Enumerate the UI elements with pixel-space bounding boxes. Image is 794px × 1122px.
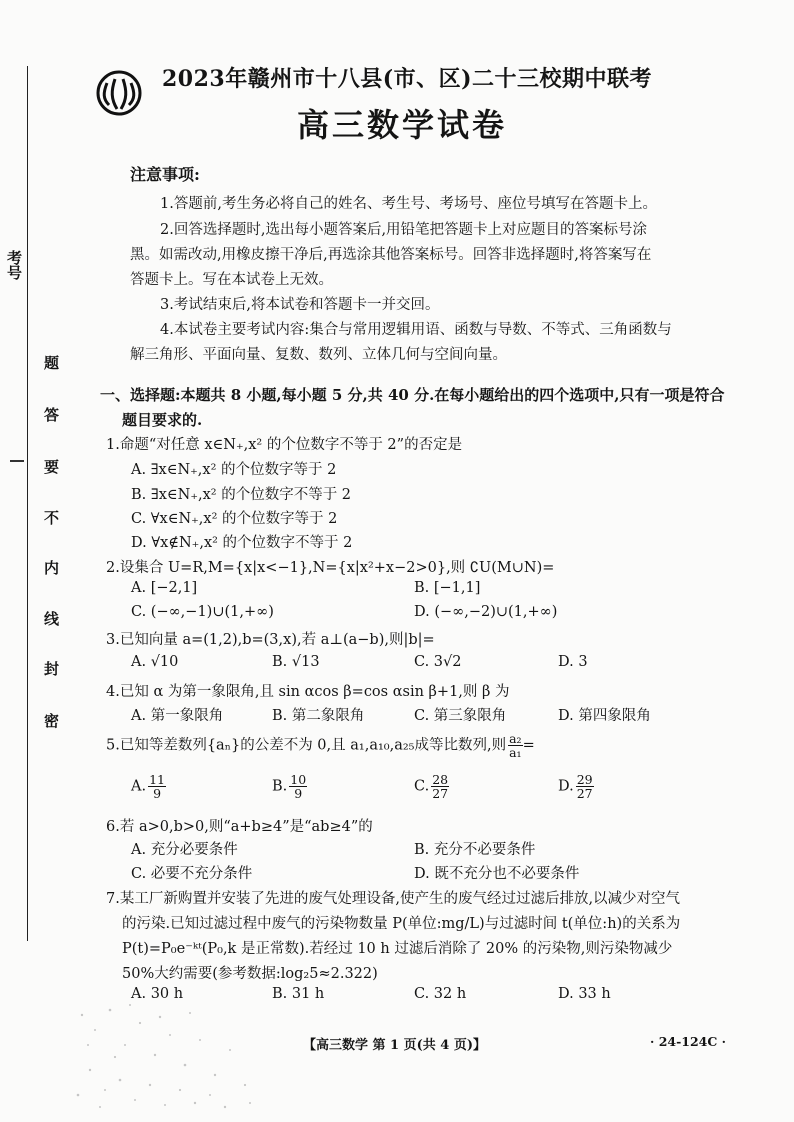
q1-stem: 1.命题“对任意 x∈N₊,x² 的个位数字不等于 2”的否定是 [106, 437, 463, 453]
notice-line-1: 1.答题前,考生务必将自己的姓名、考生号、考场号、座位号填写在答题卡上。 [160, 196, 657, 212]
seal-char-1: 题 [44, 354, 60, 372]
notice-line-4: 答题卡上。写在本试卷上无效。 [130, 272, 333, 288]
q7-line-1: 7.某工厂新购置并安装了先进的废气处理设备,使产生的废气经过过滤后排放,以减少对空气 [106, 891, 681, 907]
q6-option-b: B. 充分不必要条件 [414, 842, 536, 858]
seal-char-5: 内 [44, 559, 60, 577]
notice-line-3: 黑。如需改动,用橡皮擦干净后,再选涂其他答案标号。回答非选择题时,将答案写在 [130, 247, 652, 263]
q3-stem: 3.已知向量 a=(1,2),b=(3,x),若 a⊥(a−b),则|b|= [106, 632, 435, 648]
seal-char-6: 线 [44, 610, 60, 628]
section-title-cont: 题目要求的. [122, 411, 203, 429]
q5-stem-end: = [522, 737, 535, 754]
q6-option-a: A. 充分必要条件 [131, 842, 238, 858]
q3-option-c: C. 3√2 [414, 654, 462, 670]
q5-d-den: 27 [576, 786, 593, 802]
q7-line-2: 的污染.已知过滤过程中废气的污染物数量 P(单位:mg/L)与过滤时间 t(单位:h)的关系为 [122, 916, 681, 932]
q3-option-a: A. √10 [131, 654, 179, 670]
notice-line-7: 解三角形、平面向量、复数、数列、立体几何与空间向量。 [130, 347, 507, 363]
q4-option-d: D. 第四象限角 [558, 708, 651, 724]
q2-option-b: B. [−1,1] [414, 580, 481, 596]
notice-line-5: 3.考试结束后,将本试卷和答题卡一并交回。 [160, 297, 440, 313]
examinee-number-label: 考号 [5, 250, 23, 280]
q1-option-d: D. ∀x∉N₊,x² 的个位数字不等于 2 [131, 535, 353, 551]
q5-stem [106, 732, 535, 759]
q2-option-a: A. [−2,1] [131, 580, 198, 596]
notice-line-2: 2.回答选择题时,选出每小题答案后,用铅笔把答题卡上对应题目的答案标号涂 [160, 222, 648, 238]
seal-char-7: 封 [44, 660, 60, 678]
q5-stem-text: 5.已知等差数列{aₙ}的公差不为 0,且 a₁,a₁₀,a₂₅成等比数列,则 [106, 737, 507, 754]
q5-option-a [131, 773, 166, 800]
q3-option-d: D. 3 [558, 654, 588, 670]
q2-option-d: D. (−∞,−2)∪(1,+∞) [414, 604, 558, 620]
q5-option-b [272, 773, 307, 800]
q4-option-a: A. 第一象限角 [131, 708, 224, 724]
page-footer: 【高三数学 第 1 页(共 4 页)】 [303, 1038, 487, 1053]
q5-option-c [414, 773, 449, 800]
q3-option-b: B. √13 [272, 654, 320, 670]
q5-stem-frac-den: a₁ [509, 745, 522, 761]
q7-option-a: A. 30 h [131, 986, 184, 1002]
q5-c-num: 28 [432, 772, 449, 787]
q4-stem: 4.已知 α 为第一象限角,且 sin αcos β=cos αsin β+1,则 β 为 [106, 684, 510, 700]
q7-option-c: C. 32 h [414, 986, 467, 1002]
q6-option-d: D. 既不充分也不必要条件 [414, 866, 580, 882]
q5-stem-fraction [508, 732, 522, 759]
q6-stem: 6.若 a>0,b>0,则“a+b≥4”是“ab≥4”的 [106, 819, 373, 835]
q5-stem-frac-num: a₂ [509, 731, 522, 746]
q5-b-label: B. [272, 778, 288, 795]
exam-title: 高三数学试卷 [297, 106, 508, 144]
notice-line-6: 4.本试卷主要考试内容:集合与常用逻辑用语、函数与导数、不等式、三角函数与 [160, 322, 672, 338]
q1-option-a: A. ∃x∈N₊,x² 的个位数字等于 2 [131, 462, 337, 478]
seal-char-3: 要 [44, 458, 60, 476]
q5-a-num: 11 [149, 772, 165, 787]
q5-b-num: 10 [290, 772, 307, 787]
q7-option-d: D. 33 h [558, 986, 611, 1002]
exam-logo-icon [95, 69, 143, 117]
q5-b-den: 9 [294, 786, 303, 802]
q5-c-label: C. [414, 778, 430, 795]
notice-heading: 注意事项: [130, 165, 200, 184]
section-title: 一、选择题:本题共 8 小题,每小题 5 分,共 40 分.在每小题给出的四个选项中,只有一项是符合 [100, 386, 725, 404]
q1-option-c: C. ∀x∈N₊,x² 的个位数字等于 2 [131, 511, 338, 527]
q4-option-c: C. 第三象限角 [414, 708, 507, 724]
q5-a-label: A. [131, 778, 147, 795]
paper-code: · 24-124C · [650, 1034, 727, 1049]
q5-a-den: 9 [153, 786, 162, 802]
q7-line-4: 50%大约需要(参考数据:log₂5≈2.322) [122, 966, 378, 982]
q2-option-c: C. (−∞,−1)∪(1,+∞) [131, 604, 274, 620]
exam-name: 2023年赣州市十八县(市、区)二十三校期中联考 [162, 66, 653, 92]
seal-char-8: 密 [44, 712, 60, 730]
q1-option-b: B. ∃x∈N₊,x² 的个位数字不等于 2 [131, 487, 352, 503]
q5-option-d [558, 773, 594, 800]
q5-d-label: D. [558, 778, 574, 795]
q7-option-b: B. 31 h [272, 986, 325, 1002]
q6-option-c: C. 必要不充分条件 [131, 866, 253, 882]
q7-line-3: P(t)=P₀e⁻ᵏᵗ(P₀,k 是正常数).若经过 10 h 过滤后消除了 20% 的污染物,则污染物减少 [122, 941, 673, 957]
scan-noise [70, 995, 275, 1115]
q5-c-den: 27 [432, 786, 449, 802]
q2-stem: 2.设集合 U=R,M={x|x<−1},N={x|x²+x−2>0},则 ∁U(M∪N)= [106, 560, 555, 576]
seal-char-4: 不 [44, 509, 60, 527]
seal-char-2: 答 [44, 406, 60, 424]
binding-line [27, 66, 28, 941]
q5-d-num: 29 [576, 772, 593, 787]
q4-option-b: B. 第二象限角 [272, 708, 365, 724]
margin-mark [10, 460, 24, 462]
